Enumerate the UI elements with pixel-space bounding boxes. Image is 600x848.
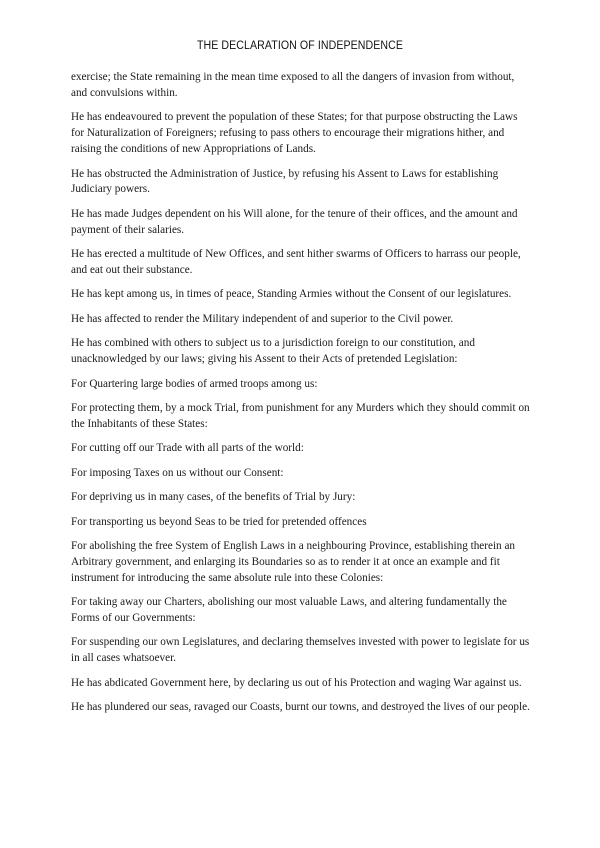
paragraph: For transporting us beyond Seas to be tried for pretended offences: [71, 515, 367, 528]
paragraph: He has abdicated Government here, by declaring us out of his Protection and waging War against us.: [71, 676, 522, 689]
body-text: [71, 70, 533, 725]
paragraph: For depriving us in many cases, of the benefits of Trial by Jury:: [71, 491, 356, 504]
paragraph: For cutting off our Trade with all parts of the world:: [71, 442, 304, 455]
paragraph: He has made Judges dependent on his Will alone, for the tenure of their offices, and the amount and payment of their salaries.: [71, 207, 518, 236]
paragraph: For Quartering large bodies of armed troops among us:: [71, 377, 318, 390]
page-title: THE DECLARATION OF INDEPENDENCE: [196, 40, 404, 52]
paragraph: For imposing Taxes on us without our Consent:: [71, 466, 284, 479]
paragraph: For abolishing the free System of English Laws in a neighbouring Province, establishing therein an Arbitrary government, and enlarging its Boundaries so as to render it at once an example and fit instrument for introducing the same absolute rule into these Colonies:: [71, 539, 515, 584]
paragraph: exercise; the State remaining in the mean time exposed to all the dangers of invasion from without, and convulsions within.: [71, 71, 515, 99]
paragraph: For suspending our own Legislatures, and declaring themselves invested with power to legislate for us in all cases whatsoever.: [71, 636, 530, 665]
paragraph: He has obstructed the Administration of Justice, by refusing his Assent to Laws for establishing Judiciary powers.: [71, 167, 499, 196]
paragraph: He has plundered our seas, ravaged our Coasts, burnt our towns, and destroyed the lives of our people.: [71, 701, 530, 714]
paragraph: He has endeavoured to prevent the population of these States; for that purpose obstructing the Laws for Naturalization of Foreigners; refusing to pass others to encourage their migrations hither, and raising the conditions of new Appropriations of Lands.: [71, 111, 518, 156]
paragraph: He has erected a multitude of New Offices, and sent hither swarms of Officers to harrass our people, and eat out their substance.: [71, 248, 521, 277]
paragraph: He has combined with others to subject us to a jurisdiction foreign to our constitution, and unacknowledged by our laws; giving his Assent to their Acts of pretended Legislation:: [71, 337, 475, 366]
paragraph: He has kept among us, in times of peace, Standing Armies without the Consent of our legislatures.: [71, 288, 512, 301]
paragraph: For protecting them, by a mock Trial, from punishment for any Murders which they should commit on the Inhabitants of these States:: [71, 402, 530, 430]
paragraph: For taking away our Charters, abolishing our most valuable Laws, and altering fundamentally the Forms of our Governments:: [71, 596, 507, 625]
paragraph: He has affected to render the Military independent of and superior to the Civil power.: [71, 312, 454, 325]
